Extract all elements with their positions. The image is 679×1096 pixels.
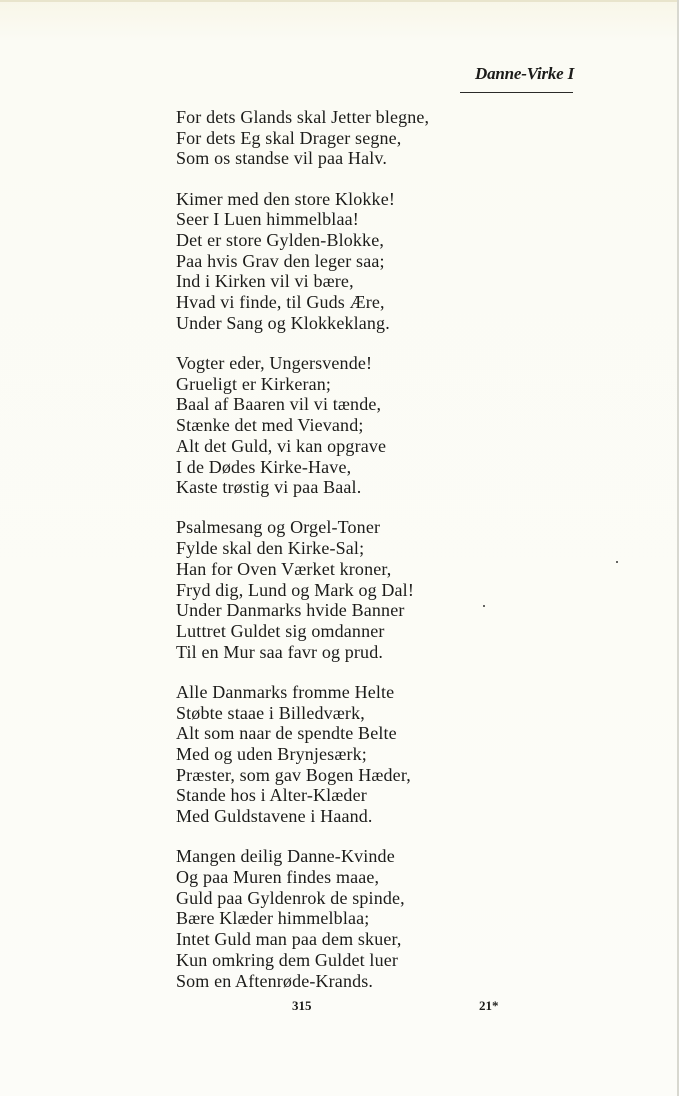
running-head: Danne-Virke I <box>475 64 574 83</box>
verse-line: Som os standse vil paa Halv. <box>176 148 388 169</box>
verse-line: I de Dødes Kirke-Have, <box>176 456 352 477</box>
stanza-6 <box>176 846 506 991</box>
verse-line: Alt som naar de spendte Belte <box>176 723 397 744</box>
verse-line: Som en Aftenrøde-Krands. <box>176 970 374 991</box>
stanza-4 <box>176 517 506 662</box>
verse-line: Han for Oven Værket kroner, <box>176 558 392 579</box>
verse-line: For dets Glands skal Jetter blegne, <box>176 107 430 127</box>
signature-mark: 21* <box>479 998 499 1013</box>
verse-line: Kaste trøstig vi paa Baal. <box>176 477 362 498</box>
verse-line: For dets Eg skal Drager segne, <box>176 127 402 148</box>
verse-line: Under Sang og Klokkeklang. <box>176 312 390 333</box>
stanza-2 <box>176 189 506 334</box>
verse-line: Med Guldstavene i Haand. <box>176 806 373 827</box>
stanza-3 <box>176 353 506 498</box>
verse-line: Til en Mur saa favr og prud. <box>176 641 384 662</box>
verse-line: Stande hos i Alter-Klæder <box>176 785 367 806</box>
verse-line: Kun omkring dem Guldet luer <box>176 949 399 970</box>
verse-line: Vogter eder, Ungersvende! <box>176 353 373 374</box>
stanza-1 <box>176 107 506 169</box>
stanza-5 <box>176 682 506 827</box>
verse-line: Psalmesang og Orgel-Toner <box>176 517 381 538</box>
verse-line: Hvad vi finde, til Guds Ære, <box>176 292 385 313</box>
verse-line: Alt det Guld, vi kan opgrave <box>176 435 387 456</box>
verse-line: Paa hvis Grav den leger saa; <box>176 250 385 271</box>
verse-line: Fylde skal den Kirke-Sal; <box>176 538 365 559</box>
verse-line: Grueligt er Kirkeran; <box>176 373 332 394</box>
verse-line: Stænke det med Vievand; <box>176 415 364 436</box>
verse-line: Seer I Luen himmelblaa! <box>176 209 359 230</box>
verse-line: Guld paa Gyldenrok de spinde, <box>176 887 405 908</box>
poem <box>176 107 506 1011</box>
verse-line: Støbte staae i Billedværk, <box>176 702 365 723</box>
verse-line: Alle Danmarks fromme Helte <box>176 681 395 702</box>
verse-line: Fryd dig, Lund og Mark og Dal! <box>176 579 414 600</box>
running-head-rule <box>460 92 573 93</box>
verse-line: Det er store Gylden-Blokke, <box>176 230 384 251</box>
verse-line: Ind i Kirken vil vi bære, <box>176 271 354 292</box>
paper-speck <box>616 561 618 563</box>
paper-speck <box>483 605 485 607</box>
verse-line: Bære Klæder himmelblaa; <box>176 908 370 929</box>
verse-line: Mangen deilig Danne-Kvinde <box>176 846 395 867</box>
verse-line: Og paa Muren findes maae, <box>176 867 380 887</box>
verse-line: Under Danmarks hvide Banner <box>176 600 405 621</box>
verse-line: Luttret Guldet sig omdanner <box>176 620 385 641</box>
page-number: 315 <box>292 998 312 1013</box>
verse-line: Kimer med den store Klokke! <box>176 188 395 209</box>
verse-line: Baal af Baaren vil vi tænde, <box>176 394 382 415</box>
verse-line: Præster, som gav Bogen Hæder, <box>176 764 411 785</box>
verse-line: Intet Guld man paa dem skuer, <box>176 929 402 950</box>
verse-line: Med og uden Brynjesærk; <box>176 743 367 764</box>
